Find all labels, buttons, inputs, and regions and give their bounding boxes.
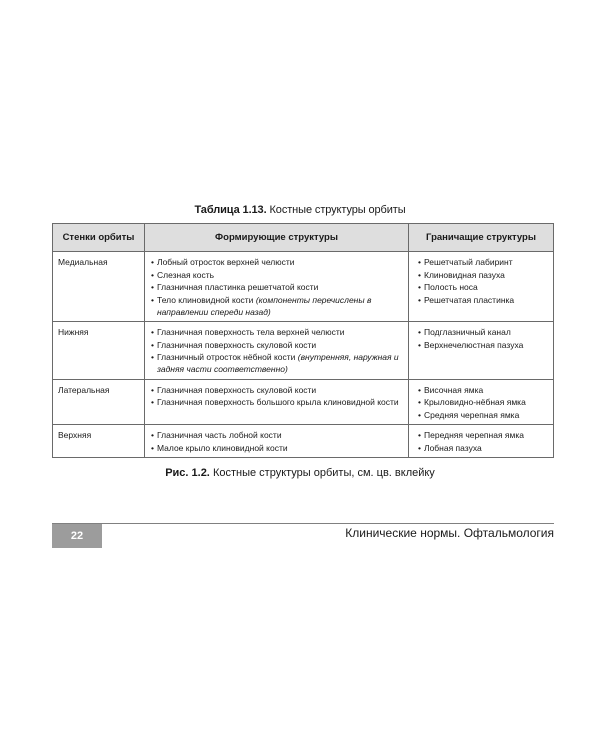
- header-walls: Стенки орбиты: [53, 224, 145, 252]
- header-forming: Формирующие структуры: [145, 224, 409, 252]
- forming-item: [151, 351, 402, 375]
- bordering-item: • Решетчатая пластинка: [418, 294, 547, 306]
- bordering-cell: [409, 322, 554, 380]
- forming-item-text: Глазничная поверхность тела верхней челюсти: [157, 327, 345, 337]
- forming-list: [151, 429, 402, 454]
- wall-cell: Латеральная: [53, 379, 145, 425]
- forming-cell: [145, 379, 409, 425]
- table-row: [53, 379, 554, 425]
- forming-item: [151, 339, 402, 351]
- forming-item: [151, 396, 402, 408]
- forming-item-text: Слезная кость: [157, 269, 215, 280]
- forming-item-note: (внутренняя, наружная и задняя части соответственно): [157, 352, 399, 374]
- forming-item-text: Тело клиновидной кости: [157, 294, 254, 305]
- forming-item-text: Глазничная часть лобной кости: [157, 430, 282, 440]
- forming-item: [151, 429, 402, 441]
- forming-item-text: Глазничная поверхность скуловой кости: [157, 384, 317, 395]
- bordering-cell: [409, 379, 554, 425]
- running-title: Клинические нормы. Офтальмология: [345, 526, 554, 540]
- footer-rule: [52, 523, 554, 524]
- bordering-item: • Полость носа: [418, 281, 547, 293]
- forming-item: [151, 281, 402, 293]
- orbit-structures-table: [52, 223, 554, 458]
- table-caption: [0, 204, 600, 216]
- table-row: [53, 252, 554, 322]
- forming-item: [151, 269, 402, 281]
- table-body: [53, 252, 554, 458]
- forming-item-text: Глазничная поверхность большого крыла клиновидной кости: [157, 397, 399, 407]
- bordering-list: [418, 256, 547, 306]
- figure-caption: [0, 467, 600, 479]
- figure-caption-label: Рис. 1.2.: [165, 467, 210, 479]
- forming-cell: [145, 252, 409, 322]
- forming-item: [151, 326, 402, 338]
- forming-item-text: Лобный отросток верхней челюсти: [157, 257, 295, 267]
- forming-item-text: Глазничная поверхность скуловой кости: [157, 339, 317, 350]
- bordering-list: [418, 429, 547, 454]
- forming-item: [151, 442, 402, 454]
- bordering-cell: [409, 252, 554, 322]
- wall-cell: Медиальная: [53, 252, 145, 322]
- table-caption-title: Костные структуры орбиты: [269, 204, 406, 216]
- forming-cell: [145, 322, 409, 380]
- wall-cell: Верхняя: [53, 425, 145, 458]
- bordering-item: • Клиновидная пазуха: [418, 269, 547, 281]
- table-row: [53, 322, 554, 380]
- table-row: [53, 425, 554, 458]
- forming-list: [151, 384, 402, 409]
- forming-item-text: Глазничный отросток нёбной кости: [157, 352, 296, 362]
- bordering-item: • Крыловидно-нёбная ямка: [418, 396, 547, 408]
- page-number: 22: [52, 524, 102, 548]
- forming-item-text: Глазничная пластинка решетчатой кости: [157, 282, 319, 292]
- forming-item: [151, 294, 402, 318]
- wall-cell: Нижняя: [53, 322, 145, 380]
- bordering-item: • Верхнечелюстная пазуха: [418, 339, 547, 351]
- bordering-item: • Решетчатый лабиринт: [418, 256, 547, 268]
- forming-cell: [145, 425, 409, 458]
- forming-item-note: (компоненты перечислены в направлении спереди назад): [157, 294, 372, 317]
- forming-item: [151, 384, 402, 396]
- bordering-item: • Подглазничный канал: [418, 326, 547, 338]
- bordering-list: [418, 384, 547, 421]
- bordering-list: [418, 326, 547, 351]
- bordering-item: • Лобная пазуха: [418, 442, 547, 454]
- table-header-row: [53, 224, 554, 252]
- header-bordering: Граничащие структуры: [409, 224, 554, 252]
- forming-item: [151, 256, 402, 268]
- bordering-cell: [409, 425, 554, 458]
- forming-list: [151, 256, 402, 318]
- bordering-item: • Височная ямка: [418, 384, 547, 396]
- figure-caption-text: Костные структуры орбиты, см. цв. вклейку: [212, 467, 435, 479]
- table-caption-label: Таблица 1.13.: [194, 204, 267, 216]
- forming-item-text: Малое крыло клиновидной кости: [157, 442, 288, 453]
- bordering-item: • Средняя черепная ямка: [418, 409, 547, 421]
- bordering-item: • Передняя черепная ямка: [418, 429, 547, 441]
- forming-list: [151, 326, 402, 375]
